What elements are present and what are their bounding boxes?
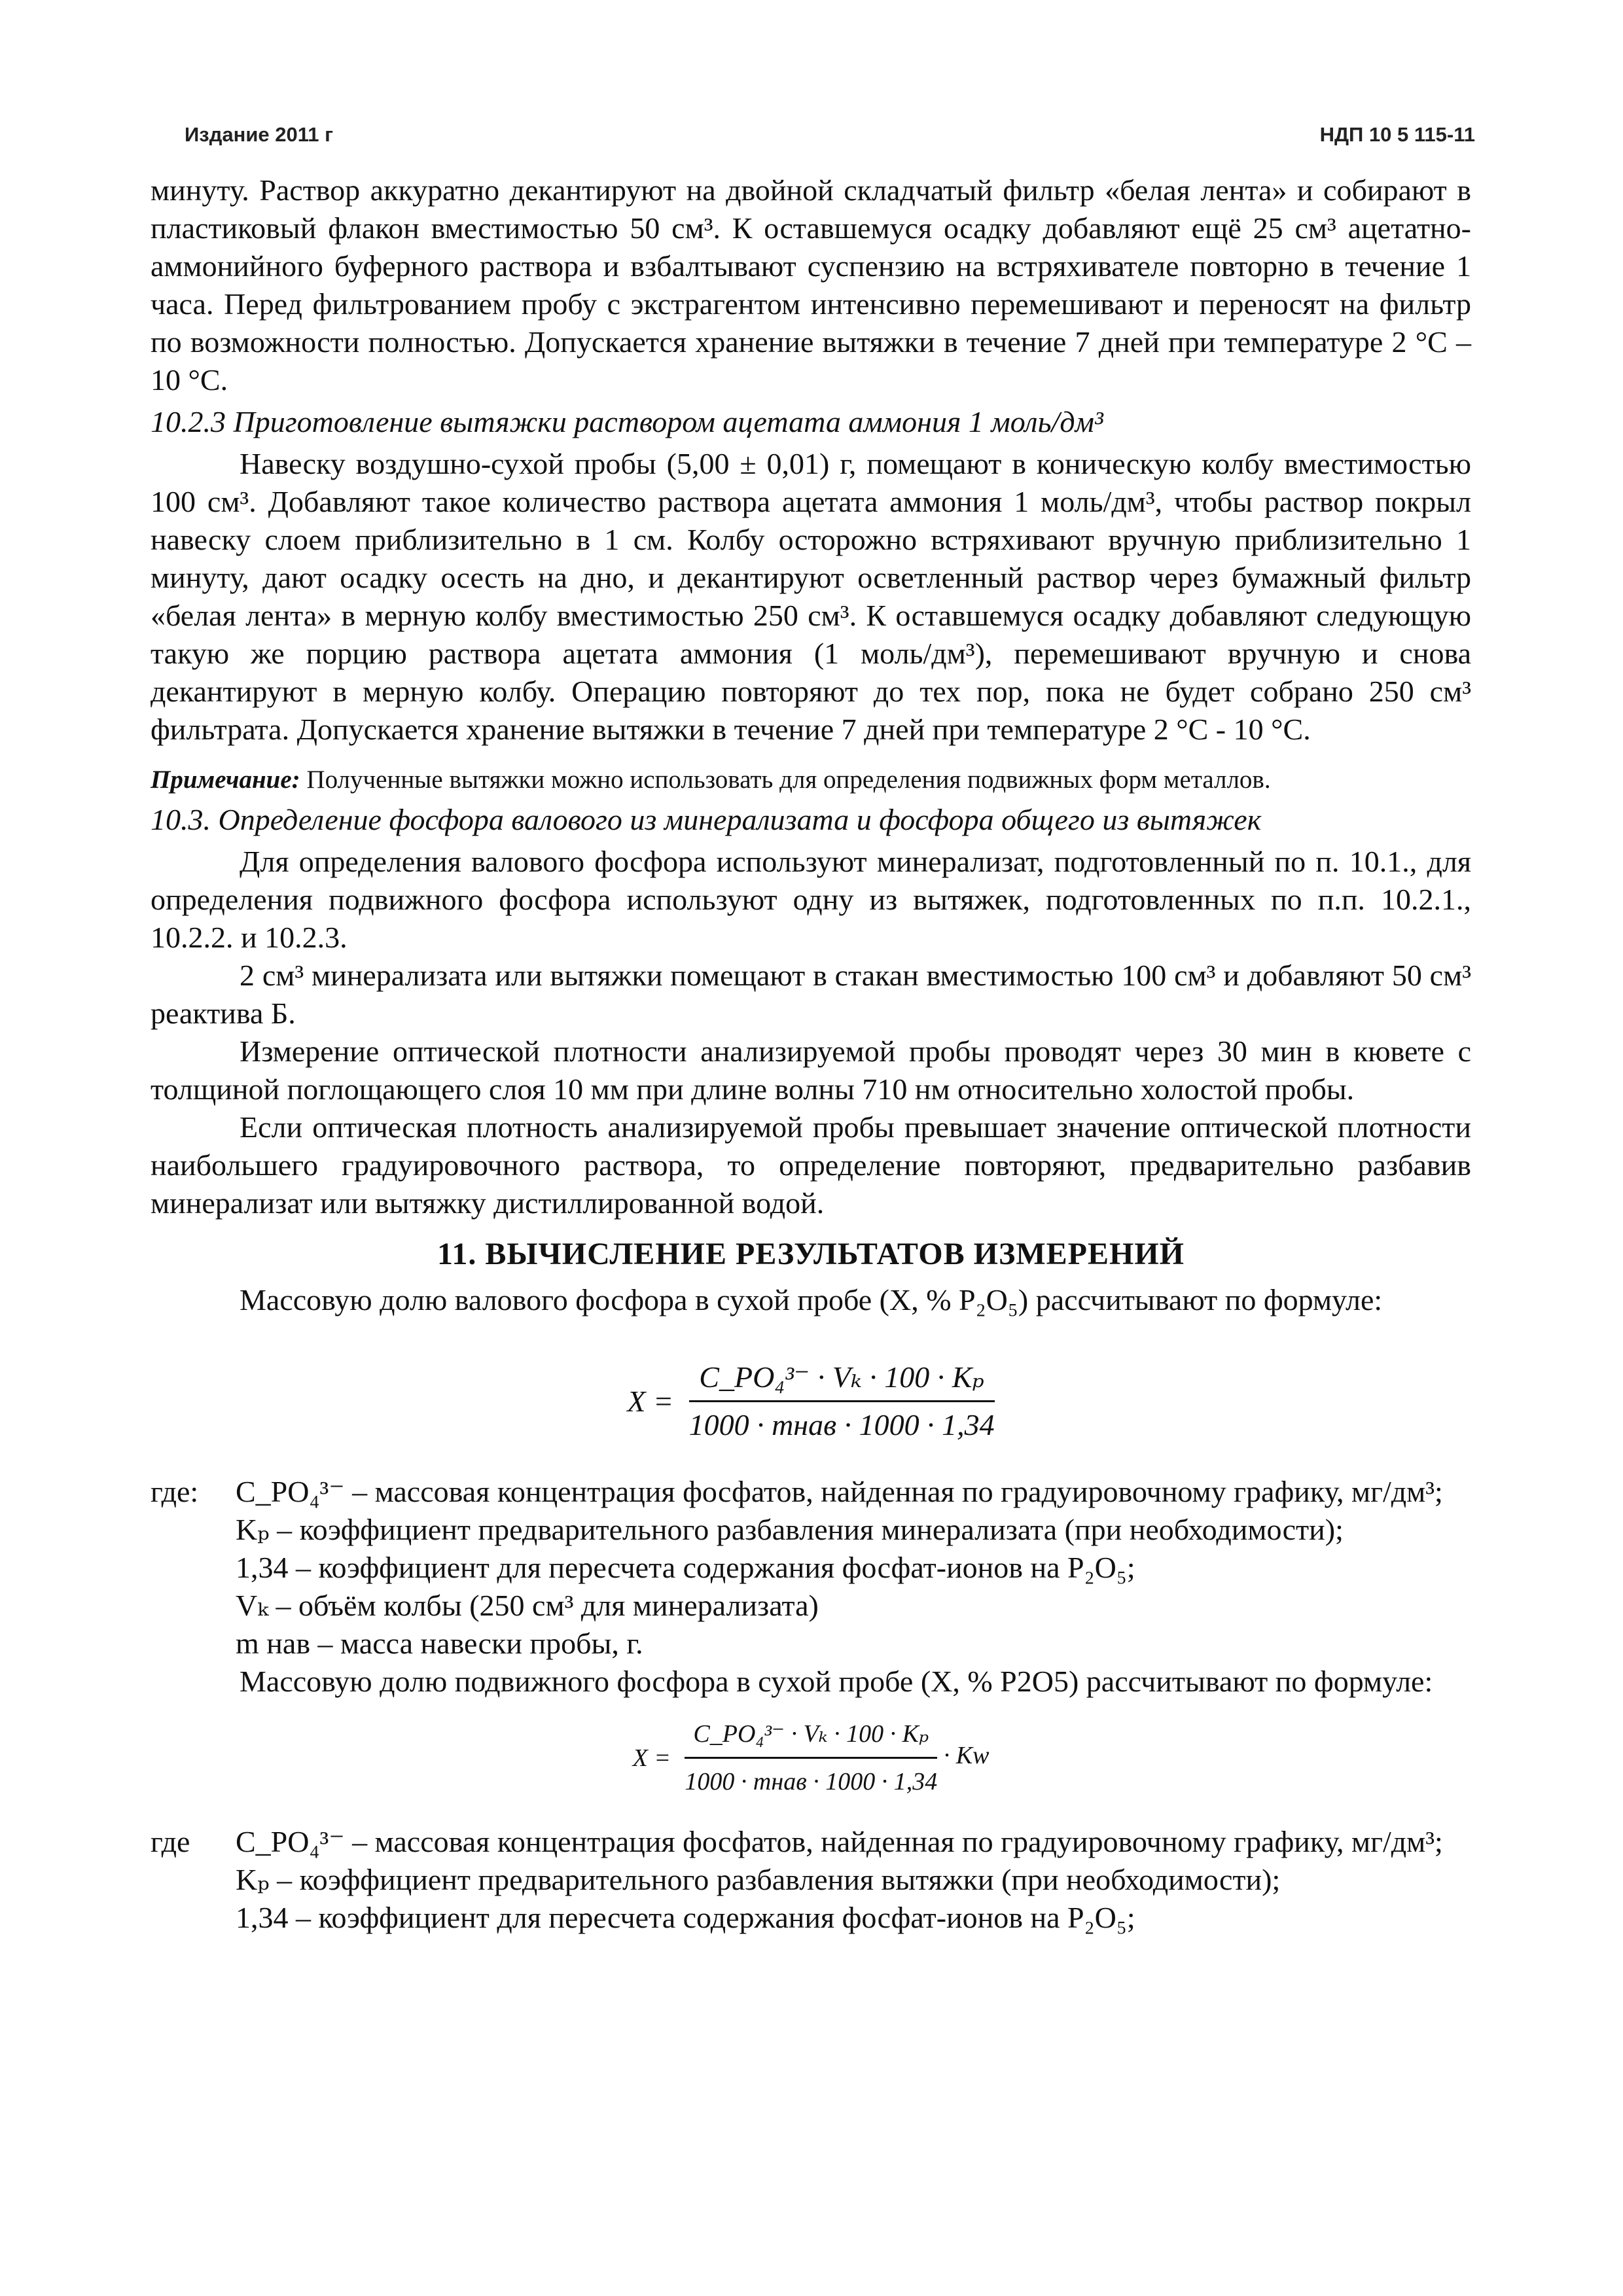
- legend2-coefficient: 1,34 – коэффициент для пересчета содержания фосфат-ионов на P₂O₅;: [236, 1901, 1135, 1934]
- formula2-fraction: [685, 1715, 937, 1801]
- legend2-row: [151, 1823, 1471, 1861]
- legend-row: [151, 1473, 1471, 1511]
- legend-coefficient: 1,34 – коэффициент для пересчета содержания фосфат-ионов на P₂O₅;: [236, 1551, 1135, 1584]
- formula-fraction: [689, 1358, 995, 1444]
- legend-mass: m нав – масса навески пробы, г.: [236, 1627, 643, 1660]
- subsection-heading-10-2-3: 10.2.3 Приготовление вытяжки раствором ацетата аммония 1 моль/дм³: [151, 405, 1103, 438]
- legend2-concentration: C_PO₄³⁻ – массовая концентрация фосфатов, найденная по градуировочному графику, мг/дм³;: [236, 1825, 1443, 1858]
- paragraph-continuation: минуту. Раствор аккуратно декантируют на двойной складчатый фильтр «белая лента» и собирают в пластиковый флакон вместимостью 50 см³. К оставшемуся осадку добавляют ещё 25 см³ ацетатно-аммонийного буферного раствора и взбалтывают суспензию на встряхивателе повторно в течение 1 часа. Перед фильтрованием пробу с экстрагентом интенсивно перемешивают и переносят на фильтр по возможности полностью. Допускается хранение вытяжки в течение 7 дней при температуре 2 °C – 10 °C.: [151, 173, 1471, 397]
- formula2-lhs: X =: [632, 1744, 671, 1772]
- formula-numerator: C_PO₄³⁻ · Vₖ · 100 · Kₚ: [689, 1358, 995, 1402]
- header-doc-code: НДП 10 5 115-11: [1319, 123, 1475, 146]
- legend-mobile: [151, 1823, 1471, 1937]
- paragraph-ammonium-acetate: Навеску воздушно-сухой пробы (5,00 ± 0,01) г, помещают в коническую колбу вместимостью 100 см³. Добавляют такое количество раствора ацетата аммония 1 моль/дм³, чтобы раствор покрыл навеску слоем приблизительно в 1 см. Колбу осторожно встряхивают вручную приблизительно 1 минуту, дают осадку осесть на дно, и декантируют осветленный раствор через бумажный фильтр «белая лента» в мерную колбу вместимостью 250 см³. К оставшемуся осадку добавляют следующую такую же порцию раствора ацетата аммония (1 моль/дм³), перемешивают вручную и снова декантируют в мерную колбу. Операцию повторяют до тех пор, пока не будет собрано 250 см³ фильтрата. Допускается хранение вытяжки в течение 7 дней при температуре 2 °C - 10 °C.: [151, 447, 1471, 746]
- paragraph-gross-phosphorus: Массовую долю валового фосфора в сухой пробе (X, % P₂O₅) рассчитывают по формуле:: [240, 1283, 1383, 1316]
- legend-concentration: C_PO₄³⁻ – массовая концентрация фосфатов, найденная по градуировочному графику, мг/дм³;: [236, 1475, 1443, 1508]
- paragraph-dilution: Если оптическая плотность анализируемой пробы превышает значение оптической плотности наибольшего градуировочного раствора, то определение повторяют, предварительно разбавив минерализат или вытяжку дистиллированной водой.: [151, 1110, 1471, 1220]
- legend-kp: Kₚ – коэффициент предварительного разбавления минерализата (при необходимости);: [236, 1513, 1344, 1546]
- subsection-heading-10-3: 10.3. Определение фосфора валового из минерализата и фосфора общего из вытяжек: [151, 803, 1262, 836]
- formula-denominator: 1000 · mнав · 1000 · 1,34: [688, 1408, 995, 1441]
- formula-mobile-phosphorus: [151, 1715, 1471, 1801]
- formula2-denominator: 1000 · mнав · 1000 · 1,34: [685, 1768, 938, 1795]
- paragraph-determination: Для определения валового фосфора используют минерализат, подготовленный по п. 10.1., для определения подвижного фосфора используют одну из вытяжек, подготовленных по п.п. 10.2.1., 10.2.2. и 10.2.3.: [151, 845, 1471, 954]
- section-title-11: 11. ВЫЧИСЛЕНИЕ РЕЗУЛЬТАТОВ ИЗМЕРЕНИЙ: [437, 1237, 1185, 1271]
- note-label: Примечание:: [151, 766, 300, 794]
- legend-where: где:: [151, 1475, 199, 1508]
- page-content: [151, 171, 1471, 1937]
- paragraph-sample-volume: 2 см³ минерализата или вытяжки помещают в стакан вместимостью 100 см³ и добавляют 50 см³ реактива Б.: [151, 959, 1471, 1030]
- note-text: Полученные вытяжки можно использовать для определения подвижных форм металлов.: [300, 766, 1271, 794]
- formula2-tail: · Kw: [943, 1742, 990, 1770]
- legend2-where: где: [151, 1825, 190, 1858]
- note: [151, 763, 1471, 797]
- legend2-kp: Kₚ – коэффициент предварительного разбавления вытяжки (при необходимости);: [236, 1863, 1281, 1896]
- paragraph-mobile-phosphorus: Массовую долю подвижного фосфора в сухой пробе (X, % P2O5) рассчитывают по формуле:: [240, 1665, 1433, 1698]
- legend-gross: [151, 1473, 1471, 1663]
- formula-gross-phosphorus: [151, 1358, 1471, 1444]
- formula-lhs: X =: [627, 1384, 674, 1418]
- paragraph-measurement: Измерение оптической плотности анализируемой пробы проводят через 30 мин в кювете с толщиной поглощающего слоя 10 мм при длине волны 710 нм относительно холостой пробы.: [151, 1034, 1471, 1106]
- legend-vk: Vₖ – объём колбы (250 см³ для минерализата): [236, 1589, 819, 1622]
- header-edition: Издание 2011 г: [185, 123, 334, 146]
- formula2-numerator: C_PO₄³⁻ · Vₖ · 100 · Kₚ: [685, 1715, 937, 1759]
